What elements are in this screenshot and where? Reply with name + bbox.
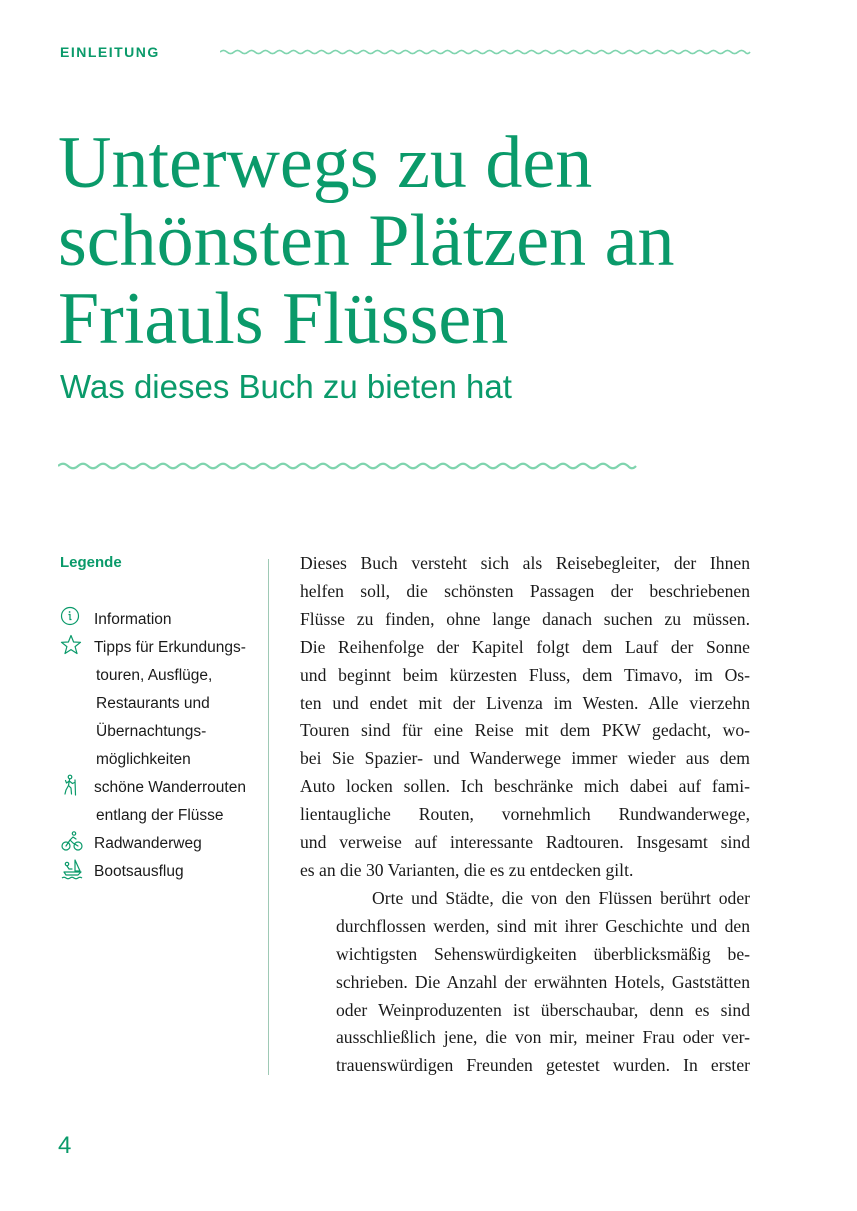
legend-item-label: Restaurants und bbox=[96, 695, 210, 712]
column-divider bbox=[268, 559, 269, 1075]
text-line: helfen soll, die schönsten Passagen der beschriebenen bbox=[300, 580, 750, 601]
legend-item-label: Radwanderweg bbox=[94, 835, 202, 852]
hiker-icon bbox=[60, 774, 82, 796]
text-line: ten und endet mit der Livenza im Westen. Alle vierzehn bbox=[300, 692, 750, 713]
legend-item-boat bbox=[60, 858, 260, 886]
legend-item-label: touren, Ausflüge, bbox=[96, 667, 213, 684]
legend-item-information bbox=[60, 606, 260, 634]
wave-divider-middle bbox=[58, 456, 638, 476]
legend-item-label: Übernachtungs- bbox=[96, 723, 207, 740]
section-label: EINLEITUNG bbox=[60, 44, 160, 60]
legend-item-label: möglichkeiten bbox=[96, 751, 191, 768]
boat-icon bbox=[60, 858, 84, 880]
title-line: Friauls Flüssen bbox=[58, 278, 509, 360]
legend-item-label: Tipps für Erkundungs- bbox=[94, 639, 246, 656]
text-line: wichtigsten Sehenswürdigkeiten überblicksmäßig be- bbox=[336, 943, 750, 964]
body-text bbox=[300, 550, 750, 1080]
text-line: lientaugliche Routen, vornehmlich Rundwanderwege, bbox=[300, 804, 750, 825]
legend-item-label: Bootsausflug bbox=[94, 863, 184, 880]
text-line: ausschließlich jene, die von mir, meiner Frau oder ver- bbox=[336, 1027, 750, 1048]
legend-item-label: schöne Wanderrouten bbox=[94, 779, 246, 796]
text-line: Die Reihenfolge der Kapitel folgt dem Lauf der Sonne bbox=[300, 636, 750, 657]
title-line: schönsten Plätzen an bbox=[58, 200, 675, 282]
text-line: und beginnt beim kürzesten Fluss, dem Timavo, im Os- bbox=[300, 664, 750, 685]
text-line: Auto locken sollen. Ich beschränke mich dabei auf fami- bbox=[300, 776, 750, 797]
text-line: Dieses Buch versteht sich als Reisebegleiter, der Ihnen bbox=[300, 553, 750, 573]
text-line: trauenswürdigen Freunden getestet wurden. In erster bbox=[336, 1055, 750, 1076]
information-icon bbox=[60, 606, 82, 628]
page-number: 4 bbox=[58, 1132, 72, 1159]
legend-item-cycling bbox=[60, 830, 260, 858]
page-subtitle: Was dieses Buch zu bieten hat bbox=[60, 368, 512, 405]
paragraph-2 bbox=[300, 885, 750, 1080]
text-line: oder Weinproduzenten ist überschaubar, denn es sind bbox=[336, 999, 750, 1020]
text-line: durchflossen werden, sind mit ihrer Geschichte und den bbox=[336, 915, 750, 936]
wave-divider-top bbox=[220, 44, 752, 60]
text-line: bei Sie Spazier- und Wanderwege immer wieder aus dem bbox=[300, 748, 750, 769]
legend-item-label: Information bbox=[94, 611, 172, 628]
legend bbox=[60, 554, 260, 886]
star-icon bbox=[60, 634, 82, 656]
text-line: Flüsse zu finden, ohne lange danach suchen zu müssen. bbox=[300, 608, 750, 629]
legend-item-hiking bbox=[60, 774, 260, 830]
text-line: Touren sind für eine Reise mit dem PKW gedacht, wo- bbox=[300, 720, 750, 741]
text-line: Orte und Städte, die von den Flüssen berührt oder bbox=[372, 887, 750, 908]
legend-item-tips bbox=[60, 634, 260, 774]
page-title bbox=[58, 124, 818, 358]
legend-item-label: entlang der Flüsse bbox=[96, 807, 224, 824]
cyclist-icon bbox=[60, 830, 84, 852]
text-line: und verweise auf interessante Radtouren. Insgesamt sind bbox=[300, 832, 750, 853]
text-line: schrieben. Die Anzahl der erwähnten Hotels, Gaststätten bbox=[336, 971, 750, 992]
title-line: Unterwegs zu den bbox=[58, 122, 593, 204]
text-line: es an die 30 Varianten, die es zu entdecken gilt. bbox=[300, 859, 634, 880]
paragraph-1 bbox=[300, 550, 750, 885]
legend-title: Legende bbox=[60, 554, 122, 571]
